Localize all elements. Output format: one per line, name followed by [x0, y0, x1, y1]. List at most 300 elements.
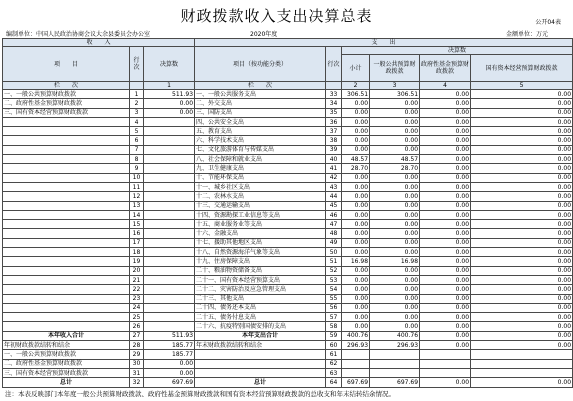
subtotal-header: 小计 — [342, 55, 370, 82]
budget-table — [2, 38, 573, 388]
expense-line-cell: 35 — [326, 108, 342, 117]
income-item-cell — [3, 136, 130, 145]
general-budget-cell: 0.00 — [370, 313, 420, 322]
general-budget-cell: 0.00 — [370, 285, 420, 294]
state-capital-cell: 0.00 — [471, 108, 573, 117]
gov-fund-cell: 0.00 — [420, 303, 471, 312]
income-amount-cell — [144, 201, 195, 210]
subtotal-cell: 0.00 — [342, 266, 370, 275]
state-capital-header: 国有资本经营预算财政拨款 — [471, 55, 573, 82]
table-row — [3, 201, 573, 210]
expense-item-cell: 十五、商业服务业等支出 — [195, 220, 326, 229]
table-row — [3, 294, 573, 303]
income-line-cell: 1 — [130, 90, 144, 99]
report-title: 财政拨款收入支出决算总表 — [180, 7, 373, 25]
state-capital-cell: 0.00 — [471, 341, 573, 350]
expense-header: 支 出 — [195, 39, 573, 47]
general-budget-cell: 296.93 — [370, 341, 420, 350]
income-line-cell: 6 — [130, 136, 144, 145]
expense-item-cell: 十七、援助其他地区支出 — [195, 238, 326, 247]
income-amount-cell — [144, 266, 195, 275]
general-budget-cell — [370, 359, 420, 368]
income-item-cell — [3, 303, 130, 312]
table-row — [3, 303, 573, 312]
state-capital-cell — [471, 350, 573, 359]
expense-line-cell: 64 — [326, 378, 342, 387]
col-4: 4 — [420, 82, 471, 90]
gov-fund-cell: 0.00 — [420, 220, 471, 229]
expense-line-cell: 45 — [326, 201, 342, 210]
income-item-cell — [3, 322, 130, 331]
expense-item-cell: 九、卫生健康支出 — [195, 164, 326, 173]
income-line-cell: 22 — [130, 285, 144, 294]
expense-line-cell: 62 — [326, 359, 342, 368]
table-row — [3, 99, 573, 108]
unit-name: 编制单位：中国人民政治协商会议大余县委员会办公室 — [6, 31, 151, 38]
footnote: 注：本表反映部门本年度一般公共预算财政拨款、政府性基金预算财政拨款和国有资本经营预算财政拨款的总收支和年末结转结余情况。 — [5, 390, 395, 398]
form-code: 公开04表 — [535, 19, 561, 26]
state-capital-cell: 0.00 — [471, 117, 573, 126]
income-line-cell: 3 — [130, 108, 144, 117]
income-amount-cell — [144, 285, 195, 294]
expense-line-cell: 63 — [326, 368, 342, 377]
expense-line-cell: 51 — [326, 257, 342, 266]
general-budget-cell: 0.00 — [370, 117, 420, 126]
gov-fund-cell: 0.00 — [420, 285, 471, 294]
income-amount-cell — [144, 229, 195, 238]
subtotal-cell: 697.69 — [342, 378, 370, 387]
expense-line-cell: 39 — [326, 145, 342, 154]
expense-line-cell: 43 — [326, 182, 342, 191]
subtotal-cell: 0.00 — [342, 99, 370, 108]
subtotal-cell: 0.00 — [342, 136, 370, 145]
expense-item-cell: 三、国防支出 — [195, 108, 326, 117]
income-item-cell — [3, 257, 130, 266]
expense-item-cell: 十一、城乡社区支出 — [195, 182, 326, 191]
income-line-cell: 19 — [130, 257, 144, 266]
income-line-cell: 32 — [130, 378, 144, 387]
income-item-cell — [3, 285, 130, 294]
income-item-cell — [3, 210, 130, 219]
table-row — [3, 108, 573, 117]
income-line-cell: 7 — [130, 145, 144, 154]
general-budget-cell: 0.00 — [370, 229, 420, 238]
income-item-cell: 二、政府性基金预算财政拨款 — [3, 99, 130, 108]
table-row — [3, 229, 573, 238]
subtotal-cell: 306.51 — [342, 90, 370, 99]
money-unit: 金额单位：万元 — [506, 31, 549, 38]
table-row — [3, 257, 573, 266]
col-2: 2 — [342, 82, 370, 90]
state-capital-cell: 0.00 — [471, 378, 573, 387]
table-row — [3, 350, 573, 359]
state-capital-cell: 0.00 — [471, 155, 573, 164]
income-item-cell — [3, 173, 130, 182]
table-row — [3, 341, 573, 350]
table-row — [3, 182, 573, 191]
expense-line-cell: 40 — [326, 155, 342, 164]
expense-line-cell: 46 — [326, 210, 342, 219]
subtotal-cell: 0.00 — [342, 275, 370, 284]
income-line-cell: 9 — [130, 164, 144, 173]
income-item-cell: 一、一般公共预算财政拨款 — [3, 90, 130, 99]
table-row — [3, 164, 573, 173]
expense-item-cell: 二十五、债务付息支出 — [195, 313, 326, 322]
income-amount-cell — [144, 248, 195, 257]
income-amount-cell: 0.00 — [144, 99, 195, 108]
general-budget-cell: 306.51 — [370, 90, 420, 99]
income-line-cell: 28 — [130, 341, 144, 350]
general-budget-cell: 28.70 — [370, 164, 420, 173]
subtotal-cell — [342, 368, 370, 377]
general-budget-cell: 48.57 — [370, 155, 420, 164]
income-item-header: 项 目 — [3, 47, 130, 82]
gov-fund-cell — [420, 368, 471, 377]
income-amount-cell: 185.77 — [144, 341, 195, 350]
income-line-cell: 13 — [130, 201, 144, 210]
table-row — [3, 155, 573, 164]
general-budget-cell: 0.00 — [370, 127, 420, 136]
income-line-cell: 30 — [130, 359, 144, 368]
gov-fund-cell: 0.00 — [420, 127, 471, 136]
income-line-cell: 26 — [130, 322, 144, 331]
income-item-cell — [3, 182, 130, 191]
income-item-cell — [3, 117, 130, 126]
table-row — [3, 210, 573, 219]
gov-fund-cell: 0.00 — [420, 201, 471, 210]
state-capital-cell: 0.00 — [471, 229, 573, 238]
expense-item-cell: 四、公共安全支出 — [195, 117, 326, 126]
subtotal-cell: 296.93 — [342, 341, 370, 350]
state-capital-cell: 0.00 — [471, 210, 573, 219]
income-item-cell — [3, 192, 130, 201]
income-item-cell — [3, 229, 130, 238]
state-capital-cell: 0.00 — [471, 285, 573, 294]
expense-item-cell — [195, 368, 326, 377]
state-capital-cell: 0.00 — [471, 127, 573, 136]
subtotal-cell: 48.57 — [342, 155, 370, 164]
gov-fund-cell: 0.00 — [420, 136, 471, 145]
expense-item-cell: 二十六、抗疫特别国债安排的支出 — [195, 322, 326, 331]
income-amount-cell — [144, 313, 195, 322]
income-line-cell: 15 — [130, 220, 144, 229]
subtotal-cell: 0.00 — [342, 117, 370, 126]
subtotal-cell: 0.00 — [342, 303, 370, 312]
general-budget-cell — [370, 350, 420, 359]
table-row — [3, 173, 573, 182]
income-amount-cell — [144, 238, 195, 247]
expense-line-cell: 57 — [326, 313, 342, 322]
gov-fund-cell — [420, 350, 471, 359]
expense-lanci: 栏 次 — [195, 82, 326, 90]
subtotal-cell: 0.00 — [342, 322, 370, 331]
gov-fund-cell: 0.00 — [420, 108, 471, 117]
budget-group-header: 决算数 — [342, 47, 573, 55]
expense-item-cell: 十九、住房保障支出 — [195, 257, 326, 266]
gov-fund-cell: 0.00 — [420, 99, 471, 108]
income-item-cell — [3, 164, 130, 173]
state-capital-cell: 0.00 — [471, 164, 573, 173]
expense-line-cell: 48 — [326, 229, 342, 238]
subtotal-cell: 0.00 — [342, 313, 370, 322]
expense-line-cell: 56 — [326, 303, 342, 312]
expense-line-cell: 52 — [326, 266, 342, 275]
subtotal-cell: 16.98 — [342, 257, 370, 266]
general-budget-cell: 16.98 — [370, 257, 420, 266]
income-item-cell — [3, 155, 130, 164]
expense-item-cell: 十二、农林水支出 — [195, 192, 326, 201]
income-item-cell: 本年收入合计 — [3, 331, 130, 340]
income-amount-cell — [144, 192, 195, 201]
expense-item-cell: 二十、粮油物资储备支出 — [195, 266, 326, 275]
general-budget-header: 一般公共预算财政拨款 — [370, 55, 420, 82]
income-item-cell — [3, 248, 130, 257]
income-line-cell: 21 — [130, 275, 144, 284]
table-row — [3, 117, 573, 126]
fiscal-year: 2020年度 — [250, 31, 278, 38]
income-line-cell: 27 — [130, 331, 144, 340]
income-amount-cell — [144, 136, 195, 145]
general-budget-cell: 0.00 — [370, 145, 420, 154]
state-capital-cell: 0.00 — [471, 275, 573, 284]
income-item-cell: 三、国有资本经营预算财政拨款 — [3, 368, 130, 377]
income-amount-cell — [144, 127, 195, 136]
general-budget-cell: 0.00 — [370, 275, 420, 284]
gov-fund-cell: 0.00 — [420, 155, 471, 164]
general-budget-cell: 0.00 — [370, 192, 420, 201]
general-budget-cell: 0.00 — [370, 201, 420, 210]
expense-item-cell: 二十四、债务还本支出 — [195, 303, 326, 312]
general-budget-cell: 0.00 — [370, 173, 420, 182]
income-amount-cell — [144, 164, 195, 173]
expense-line-cell: 55 — [326, 294, 342, 303]
income-amount-cell — [144, 303, 195, 312]
expense-item-cell: 十四、资源勘探工业信息等支出 — [195, 210, 326, 219]
general-budget-cell: 0.00 — [370, 108, 420, 117]
expense-item-cell: 五、教育支出 — [195, 127, 326, 136]
state-capital-cell: 0.00 — [471, 220, 573, 229]
expense-line-cell: 59 — [326, 331, 342, 340]
income-amount-header: 决算数 — [144, 47, 195, 82]
col-5: 5 — [471, 82, 573, 90]
general-budget-cell: 0.00 — [370, 266, 420, 275]
income-amount-cell: 0.00 — [144, 368, 195, 377]
table-row — [3, 127, 573, 136]
subtotal-cell: 0.00 — [342, 192, 370, 201]
income-item-cell: 一、一般公共预算财政拨款 — [3, 350, 130, 359]
expense-line-cell: 47 — [326, 220, 342, 229]
subtotal-cell: 28.70 — [342, 164, 370, 173]
state-capital-cell: 0.00 — [471, 322, 573, 331]
state-capital-cell: 0.00 — [471, 145, 573, 154]
income-item-cell — [3, 266, 130, 275]
income-lanci: 栏 次 — [3, 82, 130, 90]
income-line-cell: 23 — [130, 294, 144, 303]
table-row — [3, 266, 573, 275]
table-row — [3, 238, 573, 247]
subtotal-cell: 0.00 — [342, 173, 370, 182]
expense-line-header: 行次 — [326, 47, 342, 82]
income-amount-cell — [144, 210, 195, 219]
general-budget-cell: 0.00 — [370, 210, 420, 219]
income-item-cell — [3, 201, 130, 210]
state-capital-cell: 0.00 — [471, 90, 573, 99]
income-amount-cell — [144, 117, 195, 126]
gov-fund-cell: 0.00 — [420, 331, 471, 340]
income-line-cell: 20 — [130, 266, 144, 275]
income-line-cell: 8 — [130, 155, 144, 164]
gov-fund-cell: 0.00 — [420, 238, 471, 247]
gov-fund-header: 政府性基金预算财政拨款 — [420, 55, 471, 82]
income-amount-cell: 511.93 — [144, 90, 195, 99]
general-budget-cell: 0.00 — [370, 182, 420, 191]
table-row — [3, 275, 573, 284]
income-amount-cell — [144, 294, 195, 303]
income-line-cell: 4 — [130, 117, 144, 126]
income-amount-cell: 511.93 — [144, 331, 195, 340]
expense-item-cell: 十、节能环保支出 — [195, 173, 326, 182]
income-line-cell: 25 — [130, 313, 144, 322]
income-item-cell: 二、政府性基金预算财政拨款 — [3, 359, 130, 368]
expense-item-cell — [195, 359, 326, 368]
subtotal-cell — [342, 359, 370, 368]
subtotal-cell: 0.00 — [342, 294, 370, 303]
general-budget-cell — [370, 368, 420, 377]
income-item-cell — [3, 127, 130, 136]
expense-item-cell: 七、文化旅游体育与传媒支出 — [195, 145, 326, 154]
income-line-cell: 14 — [130, 210, 144, 219]
general-budget-cell: 697.69 — [370, 378, 420, 387]
income-amount-cell: 697.69 — [144, 378, 195, 387]
expense-line-cell: 54 — [326, 285, 342, 294]
general-budget-cell: 0.00 — [370, 136, 420, 145]
general-budget-cell: 0.00 — [370, 99, 420, 108]
gov-fund-cell: 0.00 — [420, 164, 471, 173]
expense-line-cell: 37 — [326, 127, 342, 136]
general-budget-cell: 400.76 — [370, 331, 420, 340]
expense-line-cell: 33 — [326, 90, 342, 99]
gov-fund-cell: 0.00 — [420, 275, 471, 284]
income-amount-cell — [144, 155, 195, 164]
table-row — [3, 145, 573, 154]
expense-item-cell: 二十二、灾害防治及应急管理支出 — [195, 285, 326, 294]
income-line-cell: 18 — [130, 248, 144, 257]
general-budget-cell: 0.00 — [370, 322, 420, 331]
gov-fund-cell: 0.00 — [420, 341, 471, 350]
expense-item-cell: 十八、自然资源海洋气象等支出 — [195, 248, 326, 257]
general-budget-cell: 0.00 — [370, 294, 420, 303]
gov-fund-cell: 0.00 — [420, 182, 471, 191]
state-capital-cell: 0.00 — [471, 192, 573, 201]
table-row — [3, 248, 573, 257]
gov-fund-cell: 0.00 — [420, 322, 471, 331]
gov-fund-cell: 0.00 — [420, 192, 471, 201]
expense-item-cell: 八、社会保障和就业支出 — [195, 155, 326, 164]
state-capital-cell: 0.00 — [471, 266, 573, 275]
income-line-cell: 11 — [130, 182, 144, 191]
state-capital-cell — [471, 359, 573, 368]
table-row — [3, 331, 573, 340]
subtotal-cell — [342, 350, 370, 359]
income-line-cell: 12 — [130, 192, 144, 201]
income-item-cell — [3, 313, 130, 322]
expense-line-cell: 42 — [326, 173, 342, 182]
gov-fund-cell: 0.00 — [420, 90, 471, 99]
state-capital-cell: 0.00 — [471, 331, 573, 340]
income-item-cell — [3, 220, 130, 229]
expense-line-cell: 44 — [326, 192, 342, 201]
income-line-cell: 24 — [130, 303, 144, 312]
gov-fund-cell: 0.00 — [420, 117, 471, 126]
table-row — [3, 90, 573, 99]
income-amount-cell — [144, 220, 195, 229]
income-item-cell: 三、国有资本经营预算财政拨款 — [3, 108, 130, 117]
income-amount-cell — [144, 257, 195, 266]
general-budget-cell: 0.00 — [370, 220, 420, 229]
subtotal-cell: 0.00 — [342, 220, 370, 229]
income-item-cell: 总计 — [3, 378, 130, 387]
expense-item-cell: 总计 — [195, 378, 326, 387]
table-row — [3, 136, 573, 145]
income-amount-cell: 0.00 — [144, 108, 195, 117]
gov-fund-cell: 0.00 — [420, 145, 471, 154]
expense-line-cell: 58 — [326, 322, 342, 331]
expense-line-cell: 53 — [326, 275, 342, 284]
table-row — [3, 359, 573, 368]
subtotal-cell: 0.00 — [342, 108, 370, 117]
expense-line-cell: 61 — [326, 350, 342, 359]
gov-fund-cell: 0.00 — [420, 266, 471, 275]
subtotal-cell: 0.00 — [342, 238, 370, 247]
expense-line-cell: 41 — [326, 164, 342, 173]
state-capital-cell: 0.00 — [471, 303, 573, 312]
expense-item-cell: 二十一、国有资本经营预算支出 — [195, 275, 326, 284]
state-capital-cell: 0.00 — [471, 201, 573, 210]
general-budget-cell: 0.00 — [370, 238, 420, 247]
subtotal-cell: 0.00 — [342, 201, 370, 210]
expense-item-cell: 二、外交支出 — [195, 99, 326, 108]
state-capital-cell: 0.00 — [471, 294, 573, 303]
income-item-cell — [3, 294, 130, 303]
income-item-cell — [3, 238, 130, 247]
gov-fund-cell: 0.00 — [420, 173, 471, 182]
expense-item-cell: 本年支出合计 — [195, 331, 326, 340]
income-amount-cell — [144, 173, 195, 182]
income-item-cell — [3, 275, 130, 284]
subtotal-cell: 0.00 — [342, 210, 370, 219]
expense-line-cell: 36 — [326, 117, 342, 126]
income-header: 收 入 — [3, 39, 195, 47]
income-amount-cell — [144, 322, 195, 331]
state-capital-cell: 0.00 — [471, 248, 573, 257]
subtotal-cell: 0.00 — [342, 285, 370, 294]
general-budget-cell: 0.00 — [370, 303, 420, 312]
subtotal-cell: 400.76 — [342, 331, 370, 340]
subtotal-cell: 0.00 — [342, 182, 370, 191]
income-amount-cell — [144, 275, 195, 284]
gov-fund-cell: 0.00 — [420, 248, 471, 257]
table-row — [3, 322, 573, 331]
subtotal-cell: 0.00 — [342, 127, 370, 136]
state-capital-cell — [471, 368, 573, 377]
expense-item-cell: 十三、交通运输支出 — [195, 201, 326, 210]
state-capital-cell: 0.00 — [471, 257, 573, 266]
table-row — [3, 368, 573, 377]
expense-item-cell: 六、科学技术支出 — [195, 136, 326, 145]
expense-item-cell: 十六、金融支出 — [195, 229, 326, 238]
income-line-cell: 29 — [130, 350, 144, 359]
state-capital-cell: 0.00 — [471, 136, 573, 145]
